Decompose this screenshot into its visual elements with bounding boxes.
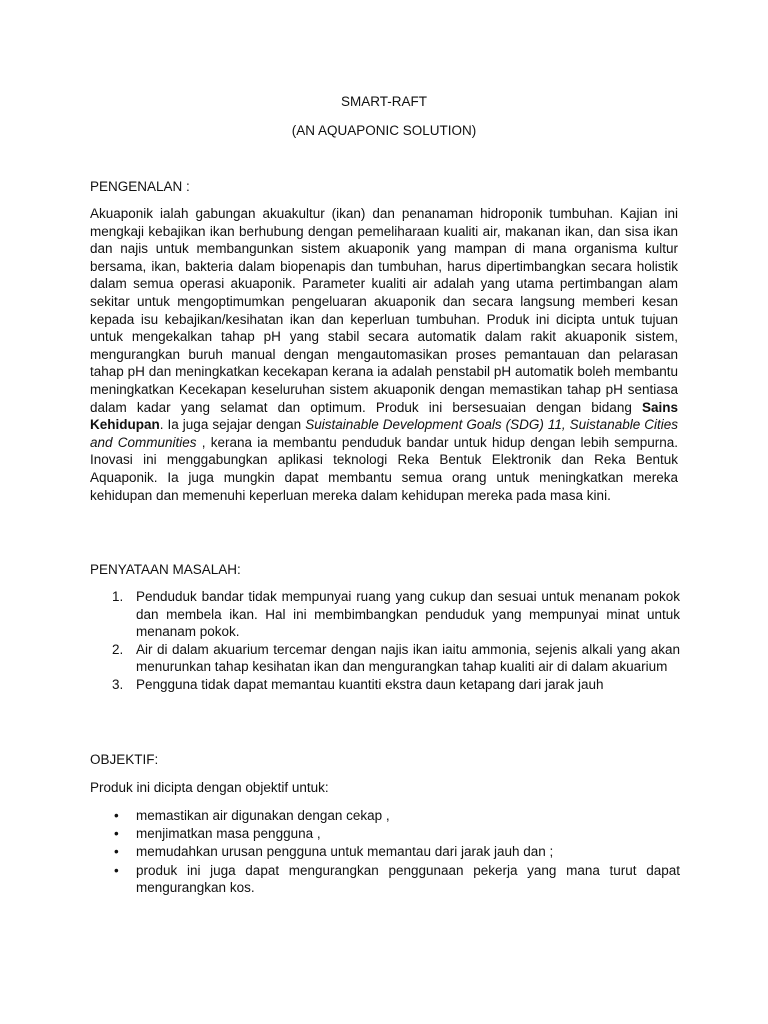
objective-list: [90, 807, 680, 897]
objective-item: [90, 862, 680, 897]
intro-text-part1: Akuaponik ialah gabungan akuakultur (ikan) dan penanaman hidroponik tumbuhan. Kajian ini mengkaji kebajikan ikan berhubung dengan pemeliharaan kualiti air, makanan ikan, dan sisa ikan dan najis untuk membangunkan sistem akuaponik yang mampan di mana organisma kultur bersama, ikan, bakteria dalam biopenapis dan tumbuhan, harus dipertimbangkan secara holistik dalam semua operasi akuaponik. Parameter kualiti air adalah yang utama pertimbangan alam sekitar untuk mengoptimumkan pengeluaran akuaponik dan secara langsung memberi kesan kepada isu kebajikan/kesihatan ikan dan keperluan tumbuhan. Produk ini dicipta untuk tujuan untuk mengekalkan tahap pH yang stabil secara automatik dalam rakit akuaponik sistem, mengurangkan buruh manual dengan mengautomasikan proses pemantauan dan pelarasan tahap pH dan meningkatkan kecekapan kerana ia adalah penstabil pH automatik boleh membantu meningkatkan Kecekapan keseluruhan sistem akuaponik dengan memastikan tahap pH sentiasa dalam kadar yang selamat dan optimum. Produk ini bersesuaian dengan bidang: [90, 206, 678, 415]
document-subtitle: (AN AQUAPONIC SOLUTION): [291, 123, 477, 138]
bullet-icon: •: [114, 844, 119, 860]
problem-item-number: 2.: [112, 641, 124, 657]
problem-list: [90, 588, 680, 694]
intro-text-part2: . Ia juga sejajar dengan: [159, 417, 306, 433]
objective-item: [90, 825, 680, 843]
objective-intro: Produk ini dicipta dengan objektif untuk:: [90, 780, 329, 795]
problem-heading: PENYATAAN MASALAH:: [90, 562, 241, 577]
objective-item-text: memastikan air digunakan dengan cekap ,: [136, 808, 390, 823]
intro-text-part3: , kerana ia membantu penduduk bandar untuk hidup dengan lebih sempurna. Inovasi ini menggabungkan aplikasi teknologi Reka Bentuk Elektronik dan Reka Bentuk Aquaponik. Ia juga mungkin dapat membantu semua orang untuk meningkatkan mereka kehidupan dan memenuhi keperluan mereka dalam kehidupan mereka pada masa kini.: [90, 434, 678, 503]
problem-item: [90, 588, 680, 641]
intro-italic-sdg: Suistainable Development Goals (SDG) 11, Suistanable Cities and Communities: [90, 417, 678, 450]
intro-heading: PENGENALAN :: [90, 179, 190, 194]
objective-item: [90, 807, 680, 825]
problem-item: [90, 641, 680, 676]
problem-item-text: Air di dalam akuarium tercemar dengan najis ikan iaitu ammonia, sejenis alkali yang akan menurunkan tahap kesihatan ikan dan mengurangkan tahap kualiti air di dalam akuarium: [136, 641, 680, 675]
objective-item: [90, 843, 680, 861]
bullet-icon: •: [114, 826, 119, 842]
problem-item-text: Penduduk bandar tidak mempunyai ruang yang cukup dan sesuai untuk menanam pokok dan membela ikan. Hal ini membimbangkan penduduk yang mempunyai minat untuk menanam pokok.: [136, 589, 680, 640]
objective-heading: OBJEKTIF:: [90, 752, 159, 767]
bullet-icon: •: [114, 862, 119, 878]
problem-item: [90, 676, 680, 694]
problem-item-text: Pengguna tidak dapat memantau kuantiti ekstra daun ketapang dari jarak jauh: [136, 676, 604, 692]
intro-paragraph: [90, 205, 678, 504]
document-title: SMART-RAFT: [340, 94, 427, 109]
bullet-icon: •: [114, 808, 119, 823]
objective-item-text: menjimatkan masa pengguna ,: [136, 826, 321, 842]
intro-bold-term: Sains Kehidupan: [90, 399, 678, 433]
problem-item-number: 3.: [112, 676, 124, 692]
objective-item-text: produk ini juga dapat mengurangkan penggunaan pekerja yang mana turut dapat mengurangkan kos.: [136, 862, 680, 896]
problem-item-number: 1.: [112, 589, 124, 604]
objective-item-text: memudahkan urusan pengguna untuk memantau dari jarak jauh dan ;: [136, 844, 554, 860]
